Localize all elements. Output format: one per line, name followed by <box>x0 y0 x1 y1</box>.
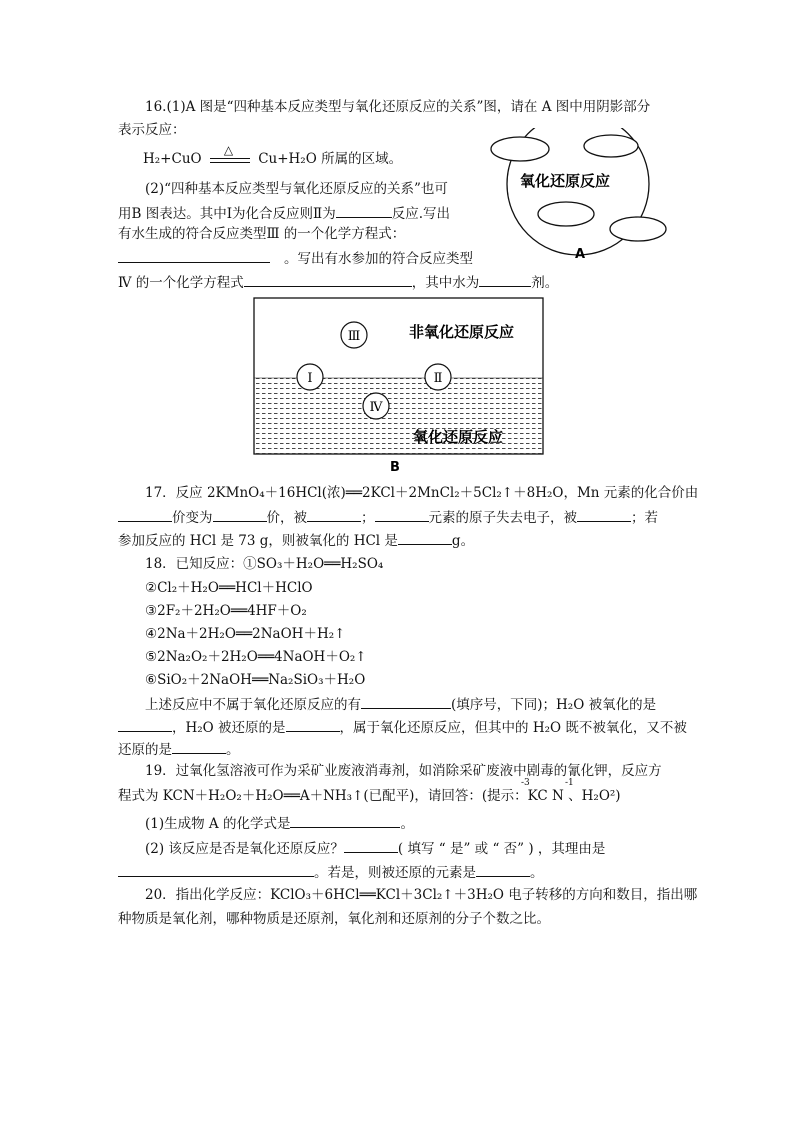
blank-reduced-element[interactable] <box>476 862 530 877</box>
q16-line8 <box>118 272 558 292</box>
q18-reaction-1: 18．已知反应：①SO₃＋H₂O══H₂SO₄ <box>145 556 384 572</box>
text: 上述反应中不属于氧化还原反应的有 <box>145 697 361 713</box>
hint-o-charge: -1 <box>565 778 574 788</box>
blank-element-fate[interactable] <box>577 507 631 522</box>
text: (1)生成物 A 的化学式是 <box>145 816 291 832</box>
heat-arrow <box>210 142 250 167</box>
hint-n-charge: -3 <box>521 778 530 788</box>
blank-mn-from[interactable] <box>118 507 172 522</box>
q20-line1: 20．指出化学反应：KClO₃＋6HCl══KCl＋3Cl₂↑＋3H₂O 电子转移的方向和数目，指出哪 <box>145 887 698 903</box>
q18-reaction-5: ⑤2Na₂O₂＋2H₂O══4NaOH＋O₂↑ <box>145 649 367 665</box>
text: 反应.写出 <box>391 206 451 222</box>
text: (填序号，下同)；H₂O 被氧化的是 <box>451 697 657 713</box>
q16-line1: 16.(1)A 图是“四种基本反应类型与氧化还原反应的关系”图，请在 A 图中用阴影部分 <box>145 99 651 115</box>
blank-reason[interactable] <box>118 862 314 877</box>
blank-water-oxidized[interactable] <box>118 717 172 732</box>
q17-line1: 17．反应 2KMnO₄＋16HCl(浓)══2KCl＋2MnCl₂＋5Cl₂↑＋8H₂O，Mn 元素的化合价由 <box>145 485 699 501</box>
q18-reaction-4: ④2Na＋2H₂O══2NaOH＋H₂↑ <box>145 626 346 642</box>
blank-hcl-mass[interactable] <box>398 530 452 545</box>
region-IV: Ⅳ <box>369 400 383 415</box>
q18-reaction-6: ⑥SiO₂＋2NaOH══Na₂SiO₃＋H₂O <box>145 672 366 688</box>
heat-symbol: △ <box>223 142 234 157</box>
q18-reaction-3: ③2F₂＋2H₂O══4HF＋O₂ <box>145 603 307 619</box>
text: 。 <box>530 865 544 881</box>
figure-a <box>488 128 678 263</box>
q16-line7 <box>118 248 473 268</box>
text: 参加反应的 HCl 是 73 g，则被氧化的 HCl 是 <box>118 533 398 549</box>
text: ，属于氧化还原反应，但其中的 H₂O 既不被氧化，又不被 <box>339 720 687 736</box>
region-II: Ⅱ <box>433 371 443 386</box>
q19-line2: 程式为 KCN＋H₂O₂＋H₂O══A＋NH₃↑(已配平)，请回答：(提示：KC N 、H₂O²) <box>118 788 621 804</box>
redox-label: 氧化还原反应 <box>413 428 504 446</box>
q19-line1: 19．过氧化氢溶液可作为采矿业废液消毒剂，如消除采矿废液中剧毒的氰化钾，反应方 <box>145 763 662 779</box>
blank-non-redox[interactable] <box>361 694 451 709</box>
q18-question-line2 <box>118 717 687 737</box>
q18-reaction-2: ②Cl₂＋H₂O══HCl＋HClO <box>145 580 313 596</box>
text: ； <box>361 510 375 526</box>
figure-a-center-text: 氧化还原反应 <box>519 172 611 190</box>
region-I: Ⅰ <box>307 371 313 386</box>
text: Ⅳ 的一个化学方程式 <box>118 275 244 291</box>
text: 。 <box>226 742 240 758</box>
text: ，其中水为 <box>411 275 480 291</box>
text: ，H₂O 被还原的是 <box>172 720 286 736</box>
q19-part2 <box>145 838 605 858</box>
text: 还原的是 <box>118 742 172 758</box>
figure-a-label: A <box>574 247 586 262</box>
figure-b-label: B <box>390 460 400 475</box>
text: 元素的原子失去电子，被 <box>428 510 577 526</box>
q16-line4: (2)“四种基本反应类型与氧化还原反应的关系”也可 <box>145 181 448 197</box>
text: 剂。 <box>531 275 559 291</box>
blank-element[interactable] <box>375 507 429 522</box>
figure-b <box>250 296 550 476</box>
q16-line5 <box>118 203 450 223</box>
text: ；若 <box>631 510 658 526</box>
region-III: Ⅲ <box>347 329 361 344</box>
blank-water-role[interactable] <box>479 272 531 287</box>
q16-line3 <box>143 142 403 168</box>
q18-question-line3 <box>118 739 240 759</box>
blank-product-a[interactable] <box>290 813 400 828</box>
text: 。 <box>400 816 414 832</box>
blank-reaction-type[interactable] <box>336 203 392 218</box>
q18-question-line1 <box>145 694 656 714</box>
text: 价变为 <box>172 510 213 526</box>
blank-is-redox[interactable] <box>344 838 398 853</box>
text: 用B 图表达。其中Ⅰ为化合反应则Ⅱ为 <box>118 206 336 222</box>
text: (2) 该反应是否是氧化还原反应？ <box>145 841 344 857</box>
products: Cu+H₂O 所属的区域。 <box>258 151 403 167</box>
q16-line2: 表示反应： <box>118 122 186 138</box>
q20-line2: 种物质是氧化剂，哪种物质是还原剂，氧化剂和还原剂的分子个数之比。 <box>118 911 550 927</box>
text: 。若是，则被还原的元素是 <box>314 865 476 881</box>
blank-water-reduced[interactable] <box>286 717 340 732</box>
reactants: H₂+CuO <box>143 151 202 167</box>
blank-water-neither[interactable] <box>172 739 226 754</box>
text: ( 填写 “ 是” 或 “ 否” ) ，其理由是 <box>397 841 606 857</box>
q19-part2-cont <box>118 862 544 882</box>
q19-part1 <box>145 813 414 833</box>
q17-line3 <box>118 530 474 550</box>
blank-mn-fate[interactable] <box>307 507 361 522</box>
text: 价，被 <box>266 510 307 526</box>
blank-mn-to[interactable] <box>213 507 267 522</box>
blank-equation-IV[interactable] <box>244 272 412 287</box>
text: 。写出有水参加的符合反应类型 <box>284 251 473 267</box>
non-redox-label: 非氧化还原反应 <box>409 323 515 341</box>
text: g。 <box>451 533 475 549</box>
q17-line2 <box>118 507 658 527</box>
q16-line6: 有水生成的符合反应类型Ⅲ 的一个化学方程式： <box>118 226 406 242</box>
blank-equation-III[interactable] <box>118 248 270 263</box>
